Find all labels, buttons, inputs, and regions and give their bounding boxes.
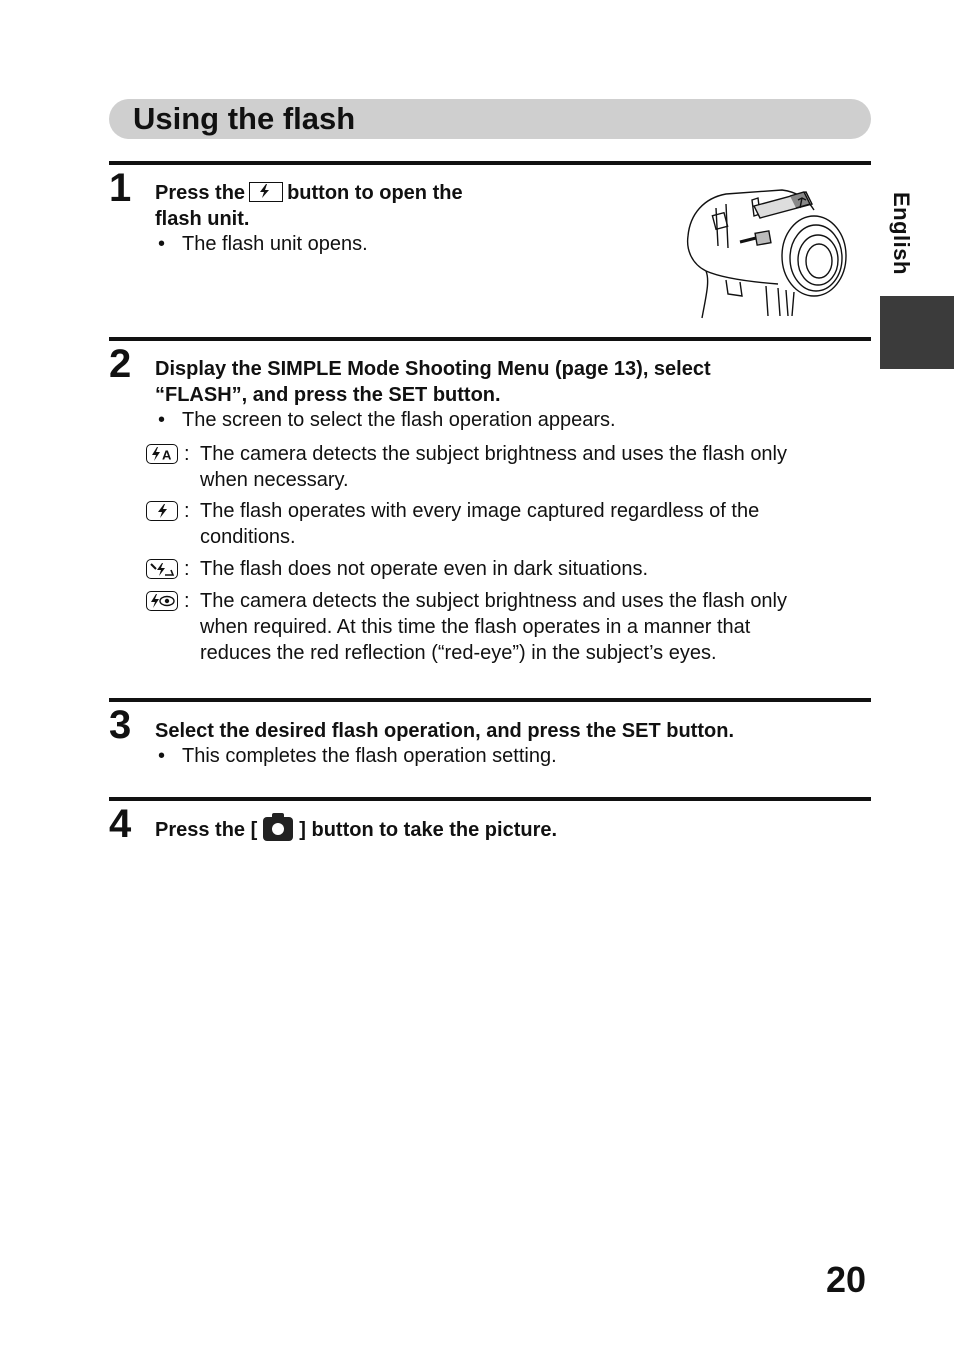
step-1-bullet (158, 231, 368, 257)
flash-auto-icon (146, 444, 178, 464)
step-1-heading-part2: button to open the (287, 182, 463, 204)
flash-mode-red-eye-line3: reduces the red reflection (“red-eye”) in the subject’s eyes. (200, 642, 717, 664)
flash-mode-on-line2: conditions. (200, 526, 296, 548)
step-3-rule (109, 698, 871, 702)
flash-button-icon (249, 182, 283, 202)
step-1-number: 1 (109, 166, 132, 210)
flash-mode-red-eye-line1: The camera detects the subject brightness and uses the flash only (200, 590, 788, 612)
step-4-heading (155, 817, 557, 843)
step-1-rule (109, 161, 871, 165)
page-number: 20 (826, 1259, 867, 1300)
colon: : (184, 558, 190, 580)
flash-mode-on-line1: The flash operates with every image captured regardless of the (200, 500, 760, 522)
step-2-bullet-text: The screen to select the flash operation appears. (182, 409, 616, 431)
camera-flash-illustration (682, 186, 848, 320)
step-3-heading-line1: Select the desired flash operation, and press the SET button. (155, 720, 734, 742)
red-eye-reduction-icon (146, 591, 178, 611)
flash-mode-on-text (200, 498, 870, 550)
step-1-bullet-text: The flash unit opens. (182, 233, 368, 255)
step-2-bullet (158, 407, 616, 433)
flash-on-icon (146, 501, 178, 521)
flash-mode-auto-text (200, 441, 870, 493)
flash-mode-auto-line1: The camera detects the subject brightness and uses the flash only (200, 443, 788, 465)
flash-auto-letter: A (162, 447, 172, 462)
bullet-dot: • (158, 409, 166, 431)
language-tab-label (888, 192, 918, 292)
step-1-heading-part1: Press the (155, 182, 246, 204)
colon: : (184, 590, 190, 612)
step-1-heading (155, 180, 463, 232)
step-3-bullet-text: This completes the flash operation setting. (182, 745, 557, 767)
step-3-number: 3 (109, 703, 132, 747)
step-2-heading (155, 356, 711, 408)
camera-shutter-icon (263, 817, 293, 841)
step-4-rule (109, 797, 871, 801)
flash-mode-off-line1: The flash does not operate even in dark situations. (200, 558, 649, 580)
language-label: English (889, 192, 914, 275)
flash-mode-red-eye-text (200, 588, 870, 666)
step-2-heading-line1: Display the SIMPLE Mode Shooting Menu (page 13), select (155, 358, 711, 380)
flash-mode-off-text (200, 556, 870, 582)
section-title: Using the flash (133, 101, 356, 136)
step-3-bullet (158, 743, 557, 769)
section-title-bar (109, 99, 871, 139)
colon: : (184, 500, 190, 522)
language-tab-marker (880, 296, 954, 369)
step-4-heading-part2: ] button to take the picture. (299, 819, 558, 841)
step-4-heading-part1: Press the [ (155, 819, 258, 841)
step-3-heading (155, 718, 734, 744)
step-2-heading-line2: “FLASH”, and press the SET button. (155, 384, 501, 406)
step-4-number: 4 (109, 802, 132, 846)
flash-mode-auto-line2: when necessary. (200, 469, 349, 491)
flash-mode-red-eye-line2: when required. At this time the flash operates in a manner that (200, 616, 751, 638)
step-2-rule (109, 337, 871, 341)
step-1-heading-line2: flash unit. (155, 208, 250, 230)
flash-off-icon (146, 559, 178, 579)
bullet-dot: • (158, 745, 166, 767)
step-2-number: 2 (109, 342, 132, 386)
colon: : (184, 443, 190, 465)
bullet-dot: • (158, 233, 166, 255)
